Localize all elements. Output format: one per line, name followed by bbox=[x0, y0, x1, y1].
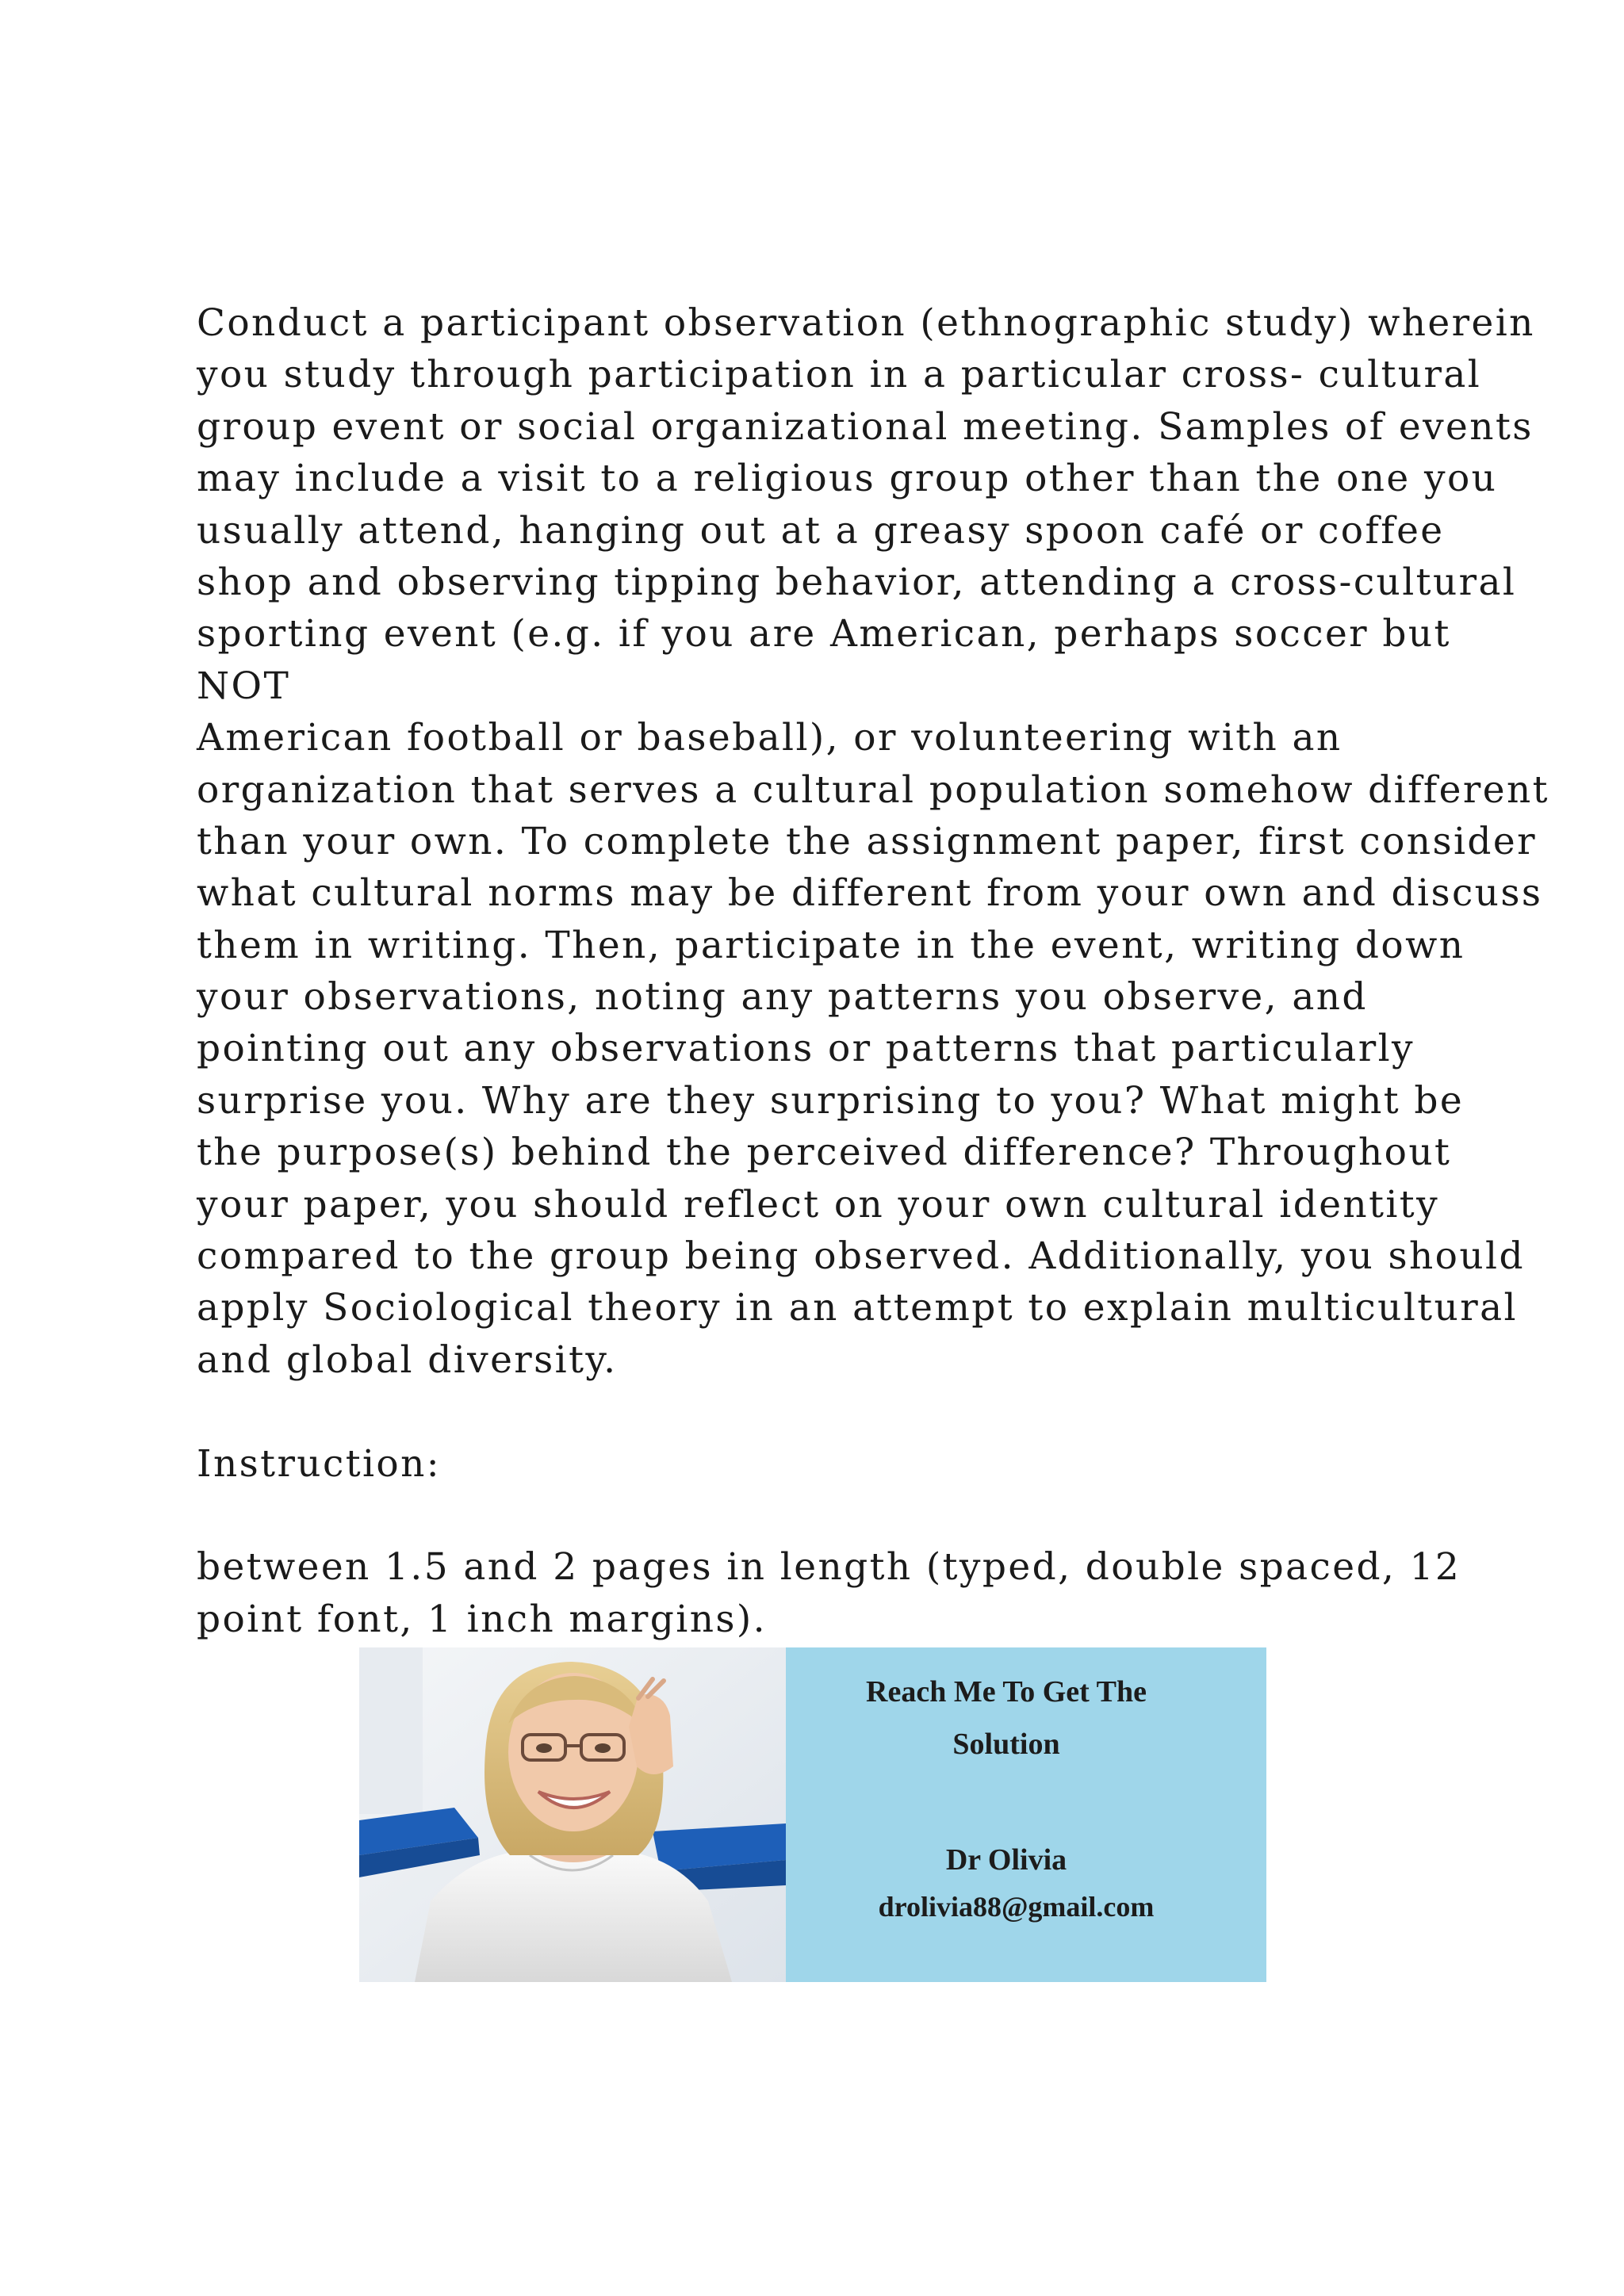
paragraph-line: the purpose(s) behind the perceived difference? Throughout bbox=[197, 1131, 1452, 1175]
paragraph-line: than your own. To complete the assignment paper, first consider bbox=[197, 819, 1537, 863]
contact-name: Dr Olivia bbox=[945, 1843, 1067, 1877]
blank-line bbox=[197, 1490, 1465, 1541]
blank-line bbox=[197, 1386, 1465, 1437]
contact-info-panel bbox=[786, 1647, 1266, 1982]
paragraph-line: Conduct a participant observation (ethnographic study) wherein bbox=[197, 301, 1535, 345]
ad-headline-line2: Solution bbox=[952, 1728, 1060, 1761]
paragraph-line: sporting event (e.g. if you are American, perhaps soccer but bbox=[197, 612, 1451, 656]
contact-ad-banner bbox=[359, 1647, 1266, 1982]
paragraph-line: your observations, noting any patterns you observe, and bbox=[197, 975, 1368, 1020]
paragraph-line: organization that serves a cultural population somehow different bbox=[197, 767, 1549, 812]
contact-email: drolivia88@gmail.com bbox=[878, 1891, 1155, 1923]
paragraph-line: them in writing. Then, participate in the event, writing down bbox=[197, 923, 1465, 967]
paragraph-line: your paper, you should reflect on your own cultural identity bbox=[197, 1182, 1440, 1226]
paragraph-line: surprise you. Why are they surprising to you? What might be bbox=[197, 1078, 1465, 1123]
paragraph-line: shop and observing tipping behavior, attending a cross-cultural bbox=[197, 560, 1517, 604]
instruction-heading: Instruction: bbox=[197, 1441, 442, 1486]
paragraph-line: usually attend, hanging out at a greasy spoon café or coffee bbox=[197, 508, 1445, 553]
paragraph-line: pointing out any observations or patterns that particularly bbox=[197, 1027, 1415, 1071]
paragraph-line: and global diversity. bbox=[197, 1337, 618, 1382]
ad-headline-line1: Reach Me To Get The bbox=[866, 1675, 1147, 1709]
paragraph-line: compared to the group being observed. Additionally, you should bbox=[197, 1234, 1525, 1279]
paragraph-line: you study through participation in a particular cross- cultural bbox=[197, 353, 1482, 397]
paragraph-line: NOT bbox=[197, 664, 291, 708]
paragraph-line: group event or social organizational meeting. Samples of events bbox=[197, 404, 1534, 449]
paragraph-line: American football or baseball), or volunteering with an bbox=[197, 716, 1342, 760]
paragraph-line: may include a visit to a religious group other than the one you bbox=[197, 457, 1498, 501]
instruction-line: point font, 1 inch margins). bbox=[197, 1597, 767, 1641]
paragraph-line: apply Sociological theory in an attempt to explain multicultural bbox=[197, 1286, 1518, 1330]
paragraph-line: what cultural norms may be different from your own and discuss bbox=[197, 871, 1543, 916]
woman-with-glasses-photo-icon bbox=[359, 1647, 786, 1982]
assignment-text bbox=[197, 297, 1549, 1645]
instruction-line: between 1.5 and 2 pages in length (typed, double spaced, 12 bbox=[197, 1545, 1461, 1590]
